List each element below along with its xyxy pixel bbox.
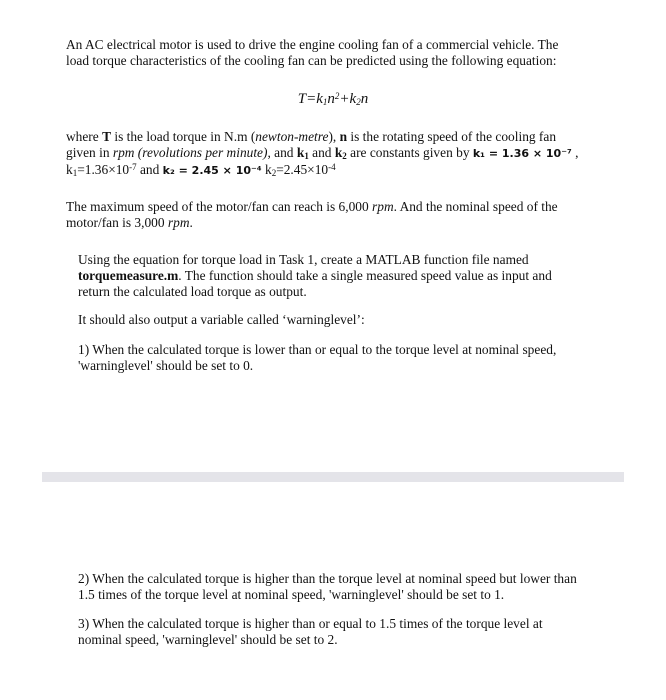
definitions-line: given in rpm (revolutions per minute), and $k_1$ and $k_2$ are constants given by k₁ = 1.36 × 10⁻⁷ , bbox=[66, 145, 579, 161]
k2-equation: k₂ = 2.45 × 10⁻⁴ bbox=[162, 164, 262, 177]
condition-1: 1) When the calculated torque is lower than or equal to the torque level at nominal speed, 'warninglevel' should be set to 0. bbox=[78, 342, 557, 373]
warninglevel-note: It should also output a variable called ‘warninglevel’: bbox=[78, 312, 365, 327]
speed-line: motor/fan is 3,000 rpm. bbox=[66, 215, 193, 230]
task-line: torquemeasure.m. The function should take a single measured speed value as input and bbox=[78, 268, 552, 283]
condition-3: 3) When the calculated torque is higher than or equal to 1.5 times of the torque level at nominal speed, 'warninglevel' should be set to 2. bbox=[78, 616, 543, 647]
k1-equation: k₁ = 1.36 × 10⁻⁷ bbox=[472, 147, 572, 160]
definitions-line: where T is the load torque in N.m (newton-metre), n is the rotating speed of the cooling fan bbox=[66, 129, 557, 144]
definitions-paragraph bbox=[66, 129, 626, 179]
function-filename: torquemeasure.m bbox=[78, 268, 179, 283]
speed-line: The maximum speed of the motor/fan can reach is 6,000 rpm. And the nominal speed of the bbox=[66, 199, 558, 214]
intro-line: An AC electrical motor is used to drive the engine cooling fan of a commercial vehicle. The bbox=[66, 37, 559, 52]
speed-paragraph bbox=[66, 199, 626, 231]
intro-line: load torque characteristics of the cooling fan can be predicted using the following equation: bbox=[66, 53, 557, 68]
definitions-line: $k_1=1.36\times 10^{-7}$ and k₂ = 2.45 × 10⁻⁴ $k_2=2.45\times 10^{-4}$ bbox=[66, 162, 336, 178]
intro-paragraph bbox=[66, 37, 626, 69]
task-line: Using the equation for torque load in Task 1, create a MATLAB function file named bbox=[78, 252, 529, 267]
task-paragraph bbox=[78, 252, 623, 300]
condition-2: 2) When the calculated torque is higher than the torque level at nominal speed but lower than 1.5 times of the torque level at nominal speed, 'warninglevel' should be set to 1. bbox=[78, 571, 577, 602]
section-divider bbox=[42, 472, 624, 482]
task-line: return the calculated load torque as output. bbox=[78, 284, 307, 299]
torque-equation: $T=k_1n^2+k_2n$ bbox=[297, 91, 369, 107]
